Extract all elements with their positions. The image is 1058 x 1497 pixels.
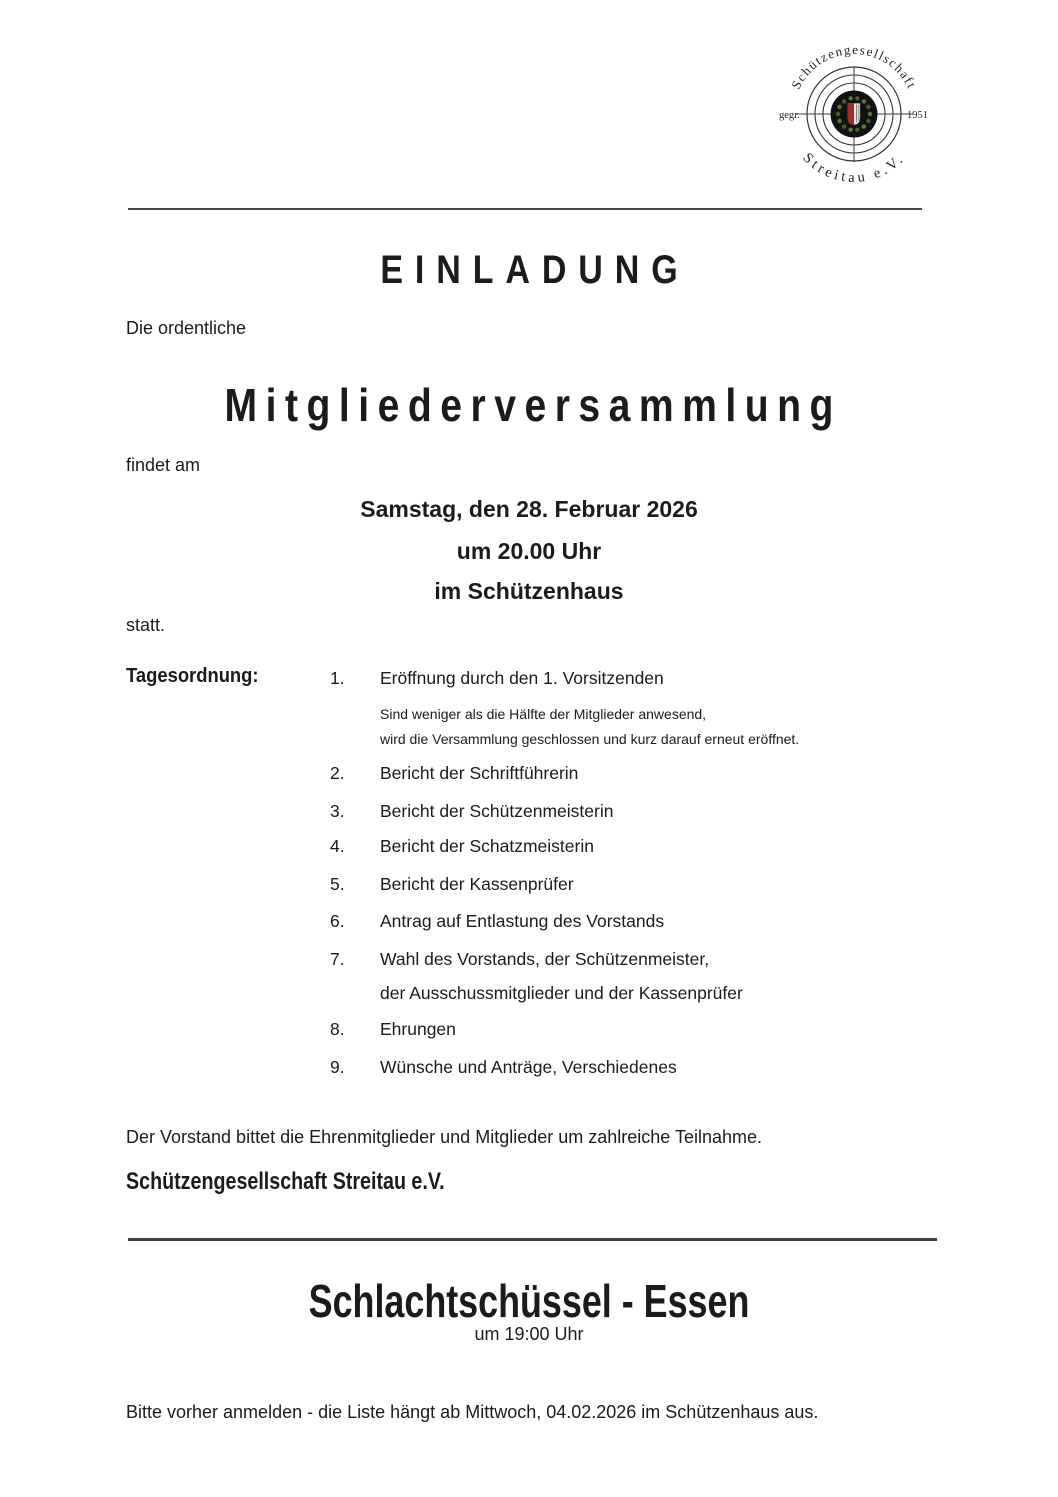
agenda-item-7-continuation: der Ausschussmitglieder und der Kassenprüfer xyxy=(380,983,743,1003)
agenda-item-number: 6. xyxy=(330,911,345,931)
agenda-item-text: Wahl des Vorstands, der Schützenmeister, xyxy=(380,949,710,969)
agenda-item-number: 3. xyxy=(330,801,345,821)
agenda-item-2 xyxy=(330,763,578,784)
event-time: um 20.00 Uhr xyxy=(456,538,602,564)
footer-event-title: Schlachtschüssel - Essen xyxy=(308,1275,750,1327)
footer-registration-note: Bitte vorher anmelden - die Liste hängt ab Mittwoch, 04.02.2026 im Schützenhaus aus. xyxy=(126,1402,819,1422)
agenda-item-number: 2. xyxy=(330,763,345,783)
agenda-item-text: Bericht der Schriftführerin xyxy=(380,763,579,783)
agenda-item-number: 9. xyxy=(330,1057,345,1077)
document-title: EINLADUNG xyxy=(380,248,690,292)
intro-post: statt. xyxy=(126,615,166,635)
agenda-item-9 xyxy=(330,1057,677,1078)
event-date: Samstag, den 28. Februar 2026 xyxy=(360,496,698,522)
logo-bottom-text: Streitau e.V. xyxy=(799,149,909,186)
agenda-item-text: Ehrungen xyxy=(380,1019,456,1039)
agenda-item-text: Wünsche und Anträge, Verschiedenes xyxy=(380,1057,677,1077)
agenda-item-text: Bericht der Schatzmeisterin xyxy=(380,836,594,856)
logo-year-text: 1951 xyxy=(907,110,928,121)
agenda-item-text: Bericht der Schützenmeisterin xyxy=(380,801,614,821)
agenda-item-number: 7. xyxy=(330,949,345,969)
intro-lead: Die ordentliche xyxy=(126,318,247,338)
event-title: Mitgliederversammlung xyxy=(224,379,842,431)
agenda-item-text: Bericht der Kassenprüfer xyxy=(380,874,574,894)
agenda-item-1-note-line-2: wird die Versammlung geschlossen und kurz darauf erneut eröffnet. xyxy=(380,731,800,747)
agenda-label: Tagesordnung: xyxy=(126,665,259,687)
agenda-item-number: 8. xyxy=(330,1019,345,1039)
agenda-item-5 xyxy=(330,874,574,895)
divider-bottom xyxy=(128,1238,937,1241)
agenda-item-text: Eröffnung durch den 1. Vorsitzenden xyxy=(380,668,664,688)
logo-gegr-text: gegr. xyxy=(779,110,800,121)
footer-event-time: um 19:00 Uhr xyxy=(474,1324,584,1344)
club-target-logo-icon xyxy=(768,32,940,188)
agenda-item-number: 5. xyxy=(330,874,345,894)
intro-pre-date: findet am xyxy=(126,455,201,475)
agenda-item-number: 4. xyxy=(330,836,345,856)
agenda-item-number: 1. xyxy=(330,668,345,688)
closing-signature: Schützengesellschaft Streitau e.V. xyxy=(126,1168,445,1195)
shield xyxy=(848,103,861,125)
logo-top-text: Schützengesellschaft xyxy=(788,41,920,92)
agenda-item-3 xyxy=(330,801,613,822)
agenda-item-1 xyxy=(330,668,664,689)
agenda-item-text: Antrag auf Entlastung des Vorstands xyxy=(380,911,665,931)
agenda-item-8 xyxy=(330,1019,456,1040)
closing-appeal: Der Vorstand bittet die Ehrenmitglieder und Mitglieder um zahlreiche Teilnahme. xyxy=(126,1127,763,1147)
agenda-item-7 xyxy=(330,949,709,970)
agenda-item-6 xyxy=(330,911,664,932)
event-location: im Schützenhaus xyxy=(434,578,624,604)
divider-top xyxy=(128,208,922,210)
agenda-item-4 xyxy=(330,836,594,857)
agenda-item-1-note-line-1: Sind weniger als die Hälfte der Mitglieder anwesend, xyxy=(380,706,707,722)
